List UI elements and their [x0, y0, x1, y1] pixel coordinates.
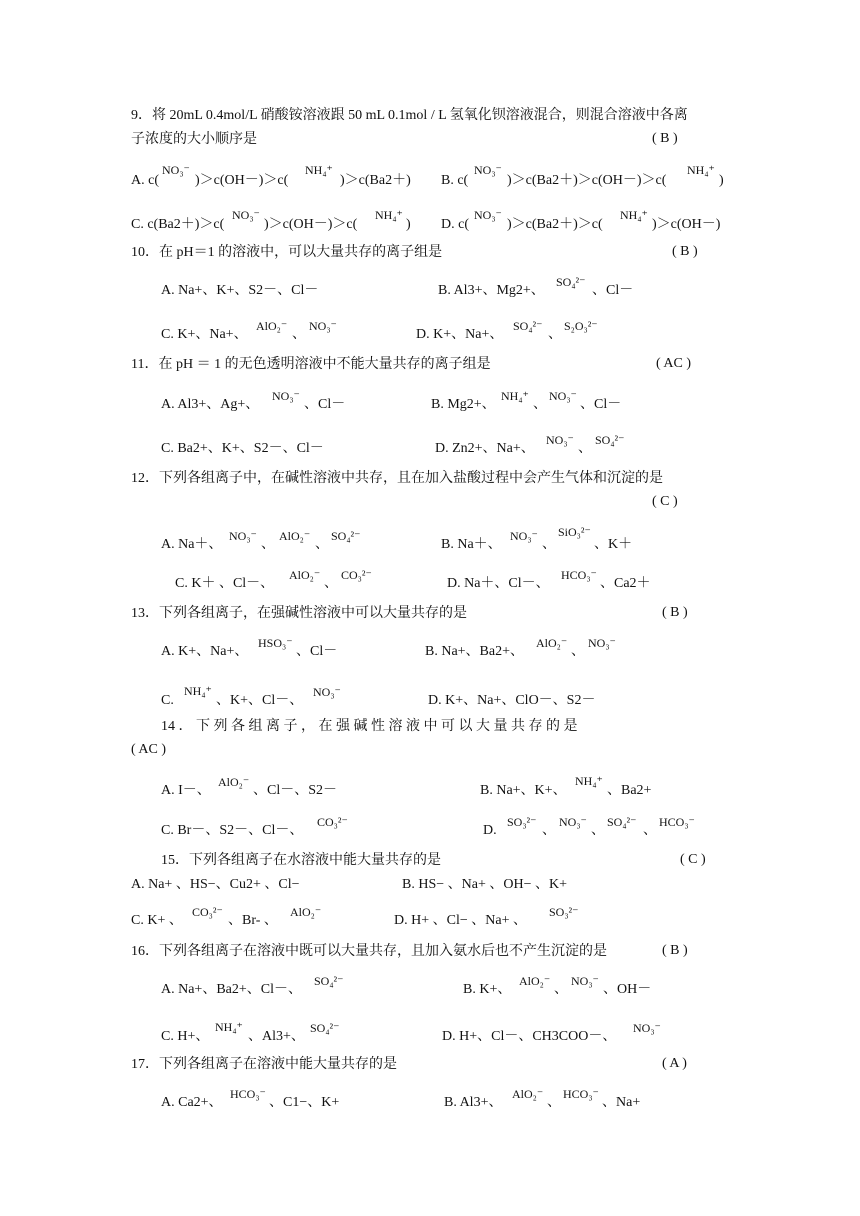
- q13-option-c-part2: 、K+、Cl－、: [216, 693, 304, 708]
- q13-option-c-part1: C.: [161, 693, 174, 708]
- q9-option-b-no3: NO₃⁻: [474, 163, 502, 177]
- q14-option-a-alo2: AlO₂⁻: [218, 775, 250, 789]
- q16-option-b-part2: 、: [554, 982, 568, 997]
- q13-stem: 13．下列各组离子，在强碱性溶液中可以大量共存的是: [131, 606, 467, 621]
- q12-option-a-part2: 、: [261, 537, 275, 552]
- q14-option-d-part4: 、: [643, 823, 657, 838]
- q12-option-c-part2: 、: [324, 576, 338, 591]
- q14-option-d-part2: 、: [542, 823, 556, 838]
- q10-option-d-part1: D. K+、Na+、: [416, 327, 504, 342]
- q9-option-a-part2: )＞c(OH－)＞c(: [195, 173, 289, 188]
- q14-option-c-part1: C. Br－、S2－、Cl－、: [161, 823, 304, 838]
- q11-option-d-part2: 、: [578, 441, 592, 456]
- q10-option-c-part2: 、: [292, 327, 306, 342]
- q12-option-b-part2: 、: [542, 537, 556, 552]
- q10-option-d-s2o3: S₂O₃²⁻: [564, 319, 598, 333]
- q13-answer: ( B ): [662, 605, 688, 620]
- q10-option-d-part2: 、: [548, 327, 562, 342]
- q9-stem-line1: 9．将 20mL 0.4mol/L 硝酸铵溶液跟 50 mL 0.1mol / L 氢氧化钡溶液混合，则混合溶液中各离: [131, 108, 688, 123]
- q9-answer: ( B ): [652, 131, 678, 146]
- q15-option-c-co3: CO₃²⁻: [192, 905, 223, 919]
- q11-option-b-nh4: NH₄⁺: [501, 389, 529, 403]
- q10-option-b-so4: SO₄²⁻: [556, 275, 586, 289]
- q9-option-c-nh4: NH₄⁺: [375, 208, 403, 222]
- q11-stem: 11．在 pH ＝ 1 的无色透明溶液中不能大量共存的离子组是: [131, 357, 491, 372]
- q11-option-d-no3: NO₃⁻: [546, 433, 574, 447]
- q9-option-b-part1: B. c(: [441, 173, 469, 188]
- q14-option-d-so3: SO₃²⁻: [507, 815, 537, 829]
- q15-option-c-part2: 、Br- 、: [228, 913, 278, 928]
- q14-option-b-nh4: NH₄⁺: [575, 774, 603, 788]
- q14-option-d-part1: D.: [483, 823, 497, 838]
- q13-option-d: D. K+、Na+、ClO－、S2－: [428, 693, 596, 708]
- q13-option-b-part2: 、: [571, 644, 585, 659]
- q14-option-d-part3: 、: [591, 823, 605, 838]
- q15-option-d-so3: SO₃²⁻: [549, 905, 579, 919]
- q10-option-c-alo2: AlO₂⁻: [256, 319, 288, 333]
- q17-option-b-part2: 、: [547, 1095, 561, 1110]
- q16-option-a-so4: SO₄²⁻: [314, 974, 344, 988]
- q10-option-d-so4: SO₄²⁻: [513, 319, 543, 333]
- q17-option-a-part1: A. Ca2+、: [161, 1095, 223, 1110]
- q14-option-b-part2: 、Ba2+: [607, 783, 652, 798]
- q17-option-b-part1: B. Al3+、: [444, 1095, 503, 1110]
- q10-option-c-part1: C. K+、Na+、: [161, 327, 248, 342]
- q14-option-c-co3: CO₃²⁻: [317, 815, 348, 829]
- q9-option-d-part1: D. c(: [441, 217, 469, 232]
- q14-answer: ( AC ): [131, 742, 166, 757]
- q17-option-b-alo2: AlO₂⁻: [512, 1087, 544, 1101]
- q13-option-c-nh4: NH₄⁺: [184, 684, 212, 698]
- q10-option-a: A. Na+、K+、S2－、Cl－: [161, 283, 319, 298]
- q9-option-b-nh4: NH₄⁺: [687, 163, 715, 177]
- q12-option-d-part2: 、Ca2＋: [600, 576, 651, 591]
- q11-option-b-part2: 、: [533, 397, 547, 412]
- q9-option-a-part3: )＞c(Ba2＋): [340, 173, 411, 188]
- q16-option-b-part3: 、OH－: [603, 982, 652, 997]
- q10-option-b-part1: B. Al3+、Mg2+、: [438, 283, 545, 298]
- q12-option-d-part1: D. Na＋、Cl－、: [447, 576, 550, 591]
- q17-option-b-hco3: HCO₃⁻: [563, 1087, 599, 1101]
- q9-option-a-no3: NO₃⁻: [162, 163, 190, 177]
- q17-stem: 17．下列各组离子在溶液中能大量共存的是: [131, 1057, 397, 1072]
- q9-option-c-part1: C. c(Ba2＋)＞c(: [131, 217, 225, 232]
- q13-option-a-hso3: HSO₃⁻: [258, 636, 293, 650]
- q11-option-d-part1: D. Zn2+、Na+、: [435, 441, 535, 456]
- q15-option-d-part1: D. H+ 、Cl− 、Na+ 、: [394, 913, 527, 928]
- q16-stem: 16．下列各组离子在溶液中既可以大量共存，且加入氨水后也不产生沉淀的是: [131, 944, 607, 959]
- q12-option-a-part3: 、: [315, 537, 329, 552]
- q15-option-c-part1: C. K+ 、: [131, 913, 183, 928]
- q16-option-b-no3: NO₃⁻: [571, 974, 599, 988]
- q12-option-b-sio3: SiO₃²⁻: [558, 525, 591, 539]
- q15-option-c-alo2: AlO₂⁻: [290, 905, 322, 919]
- q17-answer: ( A ): [662, 1056, 687, 1071]
- q11-answer: ( AC ): [656, 356, 691, 371]
- q14-option-a-part2: 、Cl－、S2－: [253, 783, 338, 798]
- q12-option-d-hco3: HCO₃⁻: [561, 568, 597, 582]
- q16-option-b-alo2: AlO₂⁻: [519, 974, 551, 988]
- q11-option-b-part1: B. Mg2+、: [431, 397, 496, 412]
- q12-option-b-part3: 、K＋: [594, 537, 633, 552]
- q9-option-d-no3: NO₃⁻: [474, 208, 502, 222]
- q12-option-c-co3: CO₃²⁻: [341, 568, 372, 582]
- q16-option-c-nh4: NH₄⁺: [215, 1020, 243, 1034]
- q16-option-d-no3: NO₃⁻: [633, 1021, 661, 1035]
- q11-option-a-part2: 、Cl－: [304, 397, 346, 412]
- q14-option-d-no3: NO₃⁻: [559, 815, 587, 829]
- q13-option-a-part2: 、Cl－: [296, 644, 338, 659]
- q15-option-b: B. HS− 、Na+ 、OH− 、K+: [402, 877, 567, 892]
- q9-option-d-nh4: NH₄⁺: [620, 208, 648, 222]
- q12-option-a-so4: SO₄²⁻: [331, 529, 361, 543]
- q9-option-c-part3: ): [406, 217, 411, 232]
- q13-option-b-no3: NO₃⁻: [588, 636, 616, 650]
- q9-option-b-part3: ): [719, 173, 724, 188]
- q16-option-c-so4: SO₄²⁻: [310, 1021, 340, 1035]
- q10-option-c-no3: NO₃⁻: [309, 319, 337, 333]
- q9-option-a-part1: A. c(: [131, 173, 159, 188]
- q9-option-a-nh4: NH₄⁺: [305, 163, 333, 177]
- q9-stem-line2: 子浓度的大小顺序是: [131, 132, 257, 147]
- q12-option-a-part1: A. Na＋、: [161, 537, 223, 552]
- q16-option-d-part1: D. H+、Cl－、CH3COO－、: [442, 1029, 617, 1044]
- q13-option-b-part1: B. Na+、Ba2+、: [425, 644, 525, 659]
- q12-option-a-no3: NO₃⁻: [229, 529, 257, 543]
- q16-option-c-part1: C. H+、: [161, 1029, 210, 1044]
- q10-option-b-part2: 、Cl－: [592, 283, 634, 298]
- q11-option-b-no3: NO₃⁻: [549, 389, 577, 403]
- q9-option-d-part3: )＞c(OH－): [652, 217, 721, 232]
- q17-option-a-part2: 、C1−、K+: [269, 1095, 340, 1110]
- q11-option-a-no3: NO₃⁻: [272, 389, 300, 403]
- q12-stem: 12．下列各组离子中，在碱性溶液中共存，且在加入盐酸过程中会产生气体和沉淀的是: [131, 471, 663, 486]
- q10-stem: 10．在 pH＝1 的溶液中，可以大量共存的离子组是: [131, 245, 443, 260]
- q12-answer: ( C ): [652, 494, 678, 509]
- q14-option-b-part1: B. Na+、K+、: [480, 783, 567, 798]
- q14-stem: 14 ． 下 列 各 组 离 子 ， 在 强 碱 性 溶 液 中 可 以 大 量 共 存 的 是: [161, 719, 578, 734]
- q14-option-a-part1: A. I－、: [161, 783, 211, 798]
- q14-option-d-so4: SO₄²⁻: [607, 815, 637, 829]
- q11-option-a-part1: A. Al3+、Ag+、: [161, 397, 260, 412]
- q9-option-c-part2: )＞c(OH－)＞c(: [264, 217, 358, 232]
- q11-option-c: C. Ba2+、K+、S2－、Cl－: [161, 441, 324, 456]
- q11-option-d-so4: SO₄²⁻: [595, 433, 625, 447]
- q11-option-b-part3: 、Cl－: [580, 397, 622, 412]
- q16-answer: ( B ): [662, 943, 688, 958]
- q15-stem: 15．下列各组离子在水溶液中能大量共存的是: [161, 853, 441, 868]
- q15-option-a: A. Na+ 、HS−、Cu2+ 、Cl−: [131, 877, 300, 892]
- q17-option-b-part3: 、Na+: [602, 1095, 641, 1110]
- q17-option-a-hco3: HCO₃⁻: [230, 1087, 266, 1101]
- q10-answer: ( B ): [672, 244, 698, 259]
- q9-option-b-part2: )＞c(Ba2＋)＞c(OH－)＞c(: [507, 173, 667, 188]
- q9-option-d-part2: )＞c(Ba2＋)＞c(: [507, 217, 603, 232]
- q12-option-b-part1: B. Na＋、: [441, 537, 502, 552]
- q15-answer: ( C ): [680, 852, 706, 867]
- q14-option-d-hco3: HCO₃⁻: [659, 815, 695, 829]
- q13-option-c-no3: NO₃⁻: [313, 685, 341, 699]
- q16-option-c-part2: 、Al3+、: [248, 1029, 305, 1044]
- q16-option-b-part1: B. K+、: [463, 982, 512, 997]
- q12-option-b-no3: NO₃⁻: [510, 529, 538, 543]
- q13-option-a-part1: A. K+、Na+、: [161, 644, 249, 659]
- q12-option-c-alo2: AlO₂⁻: [289, 568, 321, 582]
- q16-option-a-part1: A. Na+、Ba2+、Cl－、: [161, 982, 303, 997]
- q12-option-a-alo2: AlO₂⁻: [279, 529, 311, 543]
- q9-option-c-no3: NO₃⁻: [232, 208, 260, 222]
- q13-option-b-alo2: AlO₂⁻: [536, 636, 568, 650]
- q12-option-c-part1: C. K＋ 、Cl－、: [175, 576, 275, 591]
